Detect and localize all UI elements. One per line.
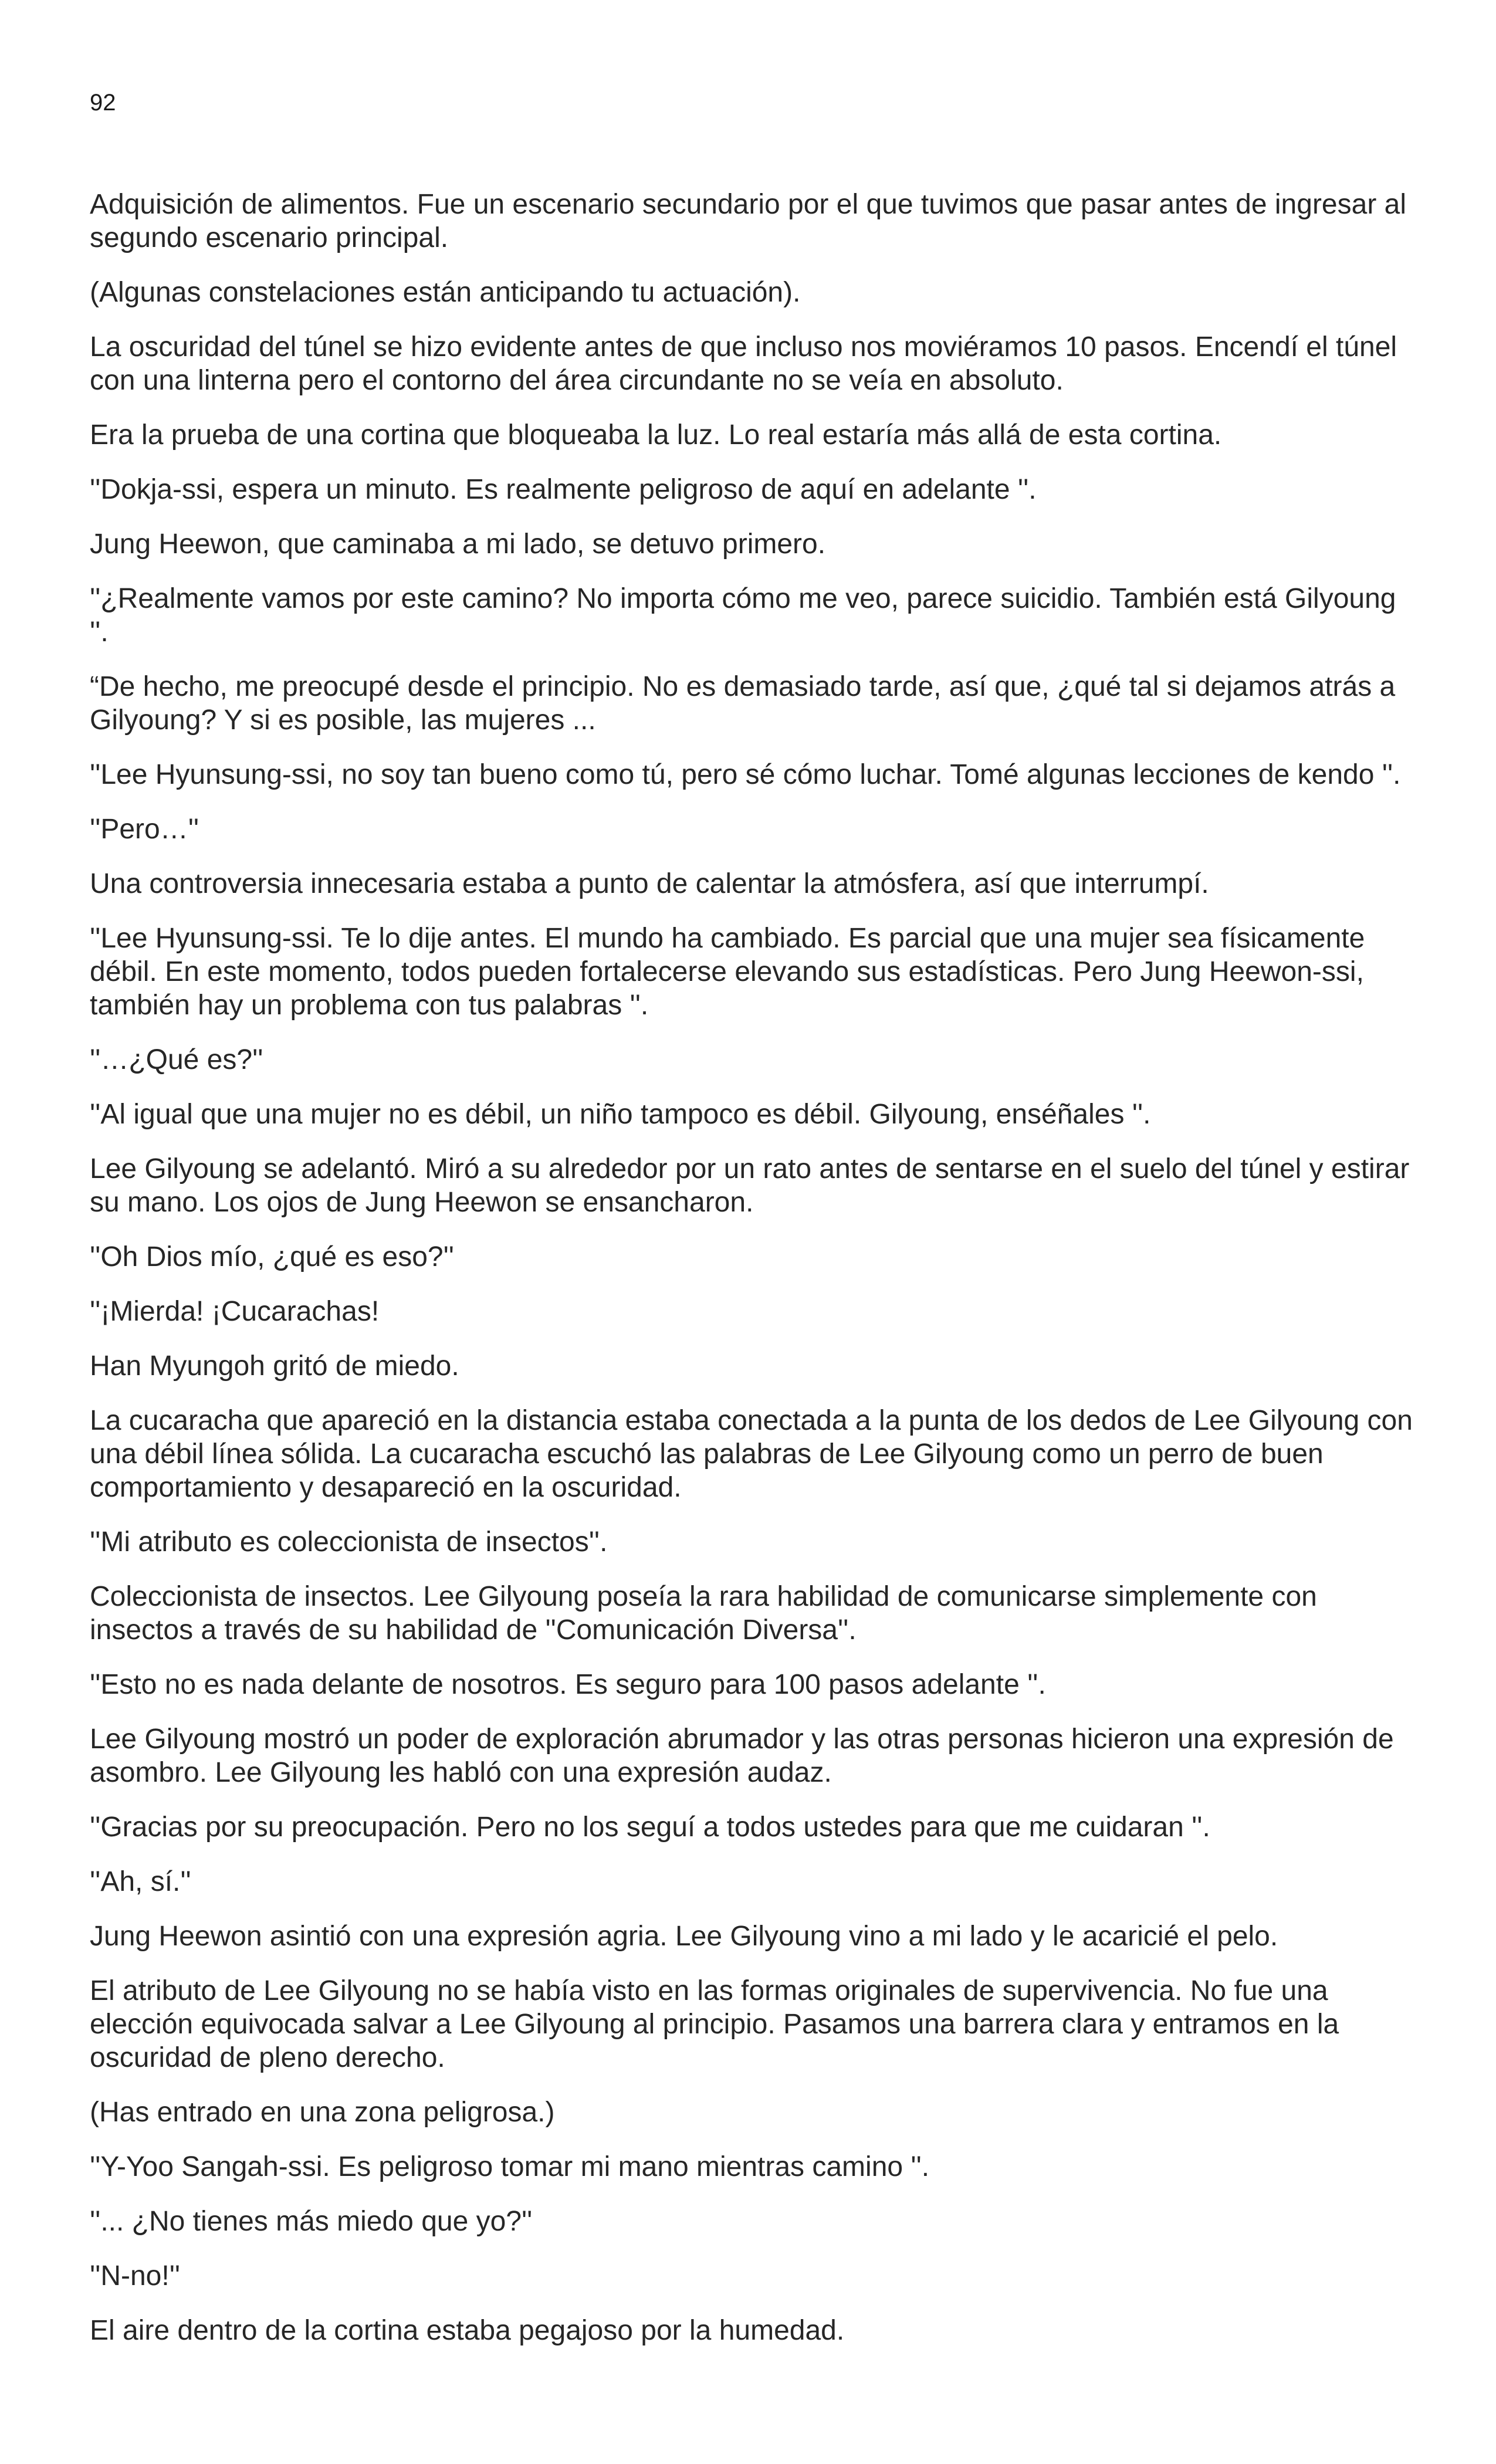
paragraph: Una controversia innecesaria estaba a punto de calentar la atmósfera, así que interrumpí. (90, 868, 1209, 899)
paragraph: El atributo de Lee Gilyoung no se había visto en las formas originales de supervivencia. No fue una elección equivocada salvar a Lee Gilyoung al principio. Pasamos una barrera clara y entramos en la oscuridad de pleno derecho. (90, 1975, 1339, 2073)
paragraph: ''Mi atributo es coleccionista de insectos''. (90, 1527, 608, 1558)
paragraph: ''Dokja-ssi, espera un minuto. Es realmente peligroso de aquí en adelante ''. (90, 474, 1037, 505)
paragraph: ''¡Mierda! ¡Cucarachas! (90, 1296, 380, 1327)
paragraph: ''Al igual que una mujer no es débil, un niño tampoco es débil. Gilyoung, enséñales ''. (90, 1099, 1151, 1130)
page-number: 92 (90, 90, 116, 116)
paragraph: Jung Heewon asintió con una expresión agria. Lee Gilyoung vino a mi lado y le acaricié el pelo. (90, 1921, 1278, 1952)
paragraph: ''Y-Yoo Sangah-ssi. Es peligroso tomar mi mano mientras camino ''. (90, 2151, 930, 2182)
body-text (90, 188, 1421, 2368)
paragraph: ''... ¿No tienes más miedo que yo?'' (90, 2206, 533, 2237)
paragraph: Adquisición de alimentos. Fue un escenario secundario por el que tuvimos que pasar antes de ingresar al segundo escenario principal. (90, 189, 1406, 253)
paragraph: ''N-no!'' (90, 2260, 181, 2292)
paragraph: (Algunas constelaciones están anticipando tu actuación). (90, 277, 801, 308)
paragraph: Lee Gilyoung mostró un poder de exploración abrumador y las otras personas hicieron una expresión de asombro. Lee Gilyoung les habló con una expresión audaz. (90, 1724, 1394, 1788)
paragraph: ''Lee Hyunsung-ssi. Te lo dije antes. El mundo ha cambiado. Es parcial que una mujer sea físicamente débil. En este momento, todos pueden fortalecerse elevando sus estadísticas. Pero Jung Heewon-ssi, también hay un problema con tus palabras ''. (90, 923, 1365, 1021)
paragraph: ''Lee Hyunsung-ssi, no soy tan bueno como tú, pero sé cómo luchar. Tomé algunas lecciones de kendo ''. (90, 759, 1401, 790)
paragraph: ''Oh Dios mío, ¿qué es eso?'' (90, 1241, 454, 1272)
paragraph: “De hecho, me preocupé desde el principio. No es demasiado tarde, así que, ¿qué tal si dejamos atrás a Gilyoung? Y si es posible, las mujeres ... (90, 671, 1396, 736)
paragraph: Jung Heewon, que caminaba a mi lado, se detuvo primero. (90, 529, 826, 560)
paragraph: ''Esto no es nada delante de nosotros. Es seguro para 100 pasos adelante ''. (90, 1669, 1046, 1700)
paragraph: La cucaracha que apareció en la distancia estaba conectada a la punta de los dedos de Lee Gilyoung con una débil línea sólida. La cucaracha escuchó las palabras de Lee Gilyoung como un perro de buen comportamiento y desapareció en la oscuridad. (90, 1405, 1413, 1503)
paragraph: (Has entrado en una zona peligrosa.) (90, 2097, 555, 2128)
paragraph: Era la prueba de una cortina que bloqueaba la luz. Lo real estaría más allá de esta cortina. (90, 419, 1222, 451)
paragraph: ''Pero…'' (90, 814, 199, 845)
paragraph: ''Ah, sí.'' (90, 1866, 191, 1897)
paragraph: ''Gracias por su preocupación. Pero no los seguí a todos ustedes para que me cuidaran ''. (90, 1812, 1210, 1843)
paragraph: ''…¿Qué es?'' (90, 1044, 263, 1075)
paragraph: El aire dentro de la cortina estaba pegajoso por la humedad. (90, 2315, 845, 2346)
paragraph: Lee Gilyoung se adelantó. Miró a su alrededor por un rato antes de sentarse en el suelo del túnel y estirar su mano. Los ojos de Jung Heewon se ensancharon. (90, 1153, 1410, 1218)
paragraph: ''¿Realmente vamos por este camino? No importa cómo me veo, parece suicidio. También está Gilyoung ''. (90, 583, 1396, 648)
paragraph: Coleccionista de insectos. Lee Gilyoung poseía la rara habilidad de comunicarse simplemente con insectos a través de su habilidad de ''Comunicación Diversa''. (90, 1581, 1317, 1646)
paragraph: La oscuridad del túnel se hizo evidente antes de que incluso nos moviéramos 10 pasos. Encendí el túnel con una linterna pero el contorno del área circundante no se veía en absoluto. (90, 331, 1397, 396)
paragraph: Han Myungoh gritó de miedo. (90, 1351, 459, 1382)
